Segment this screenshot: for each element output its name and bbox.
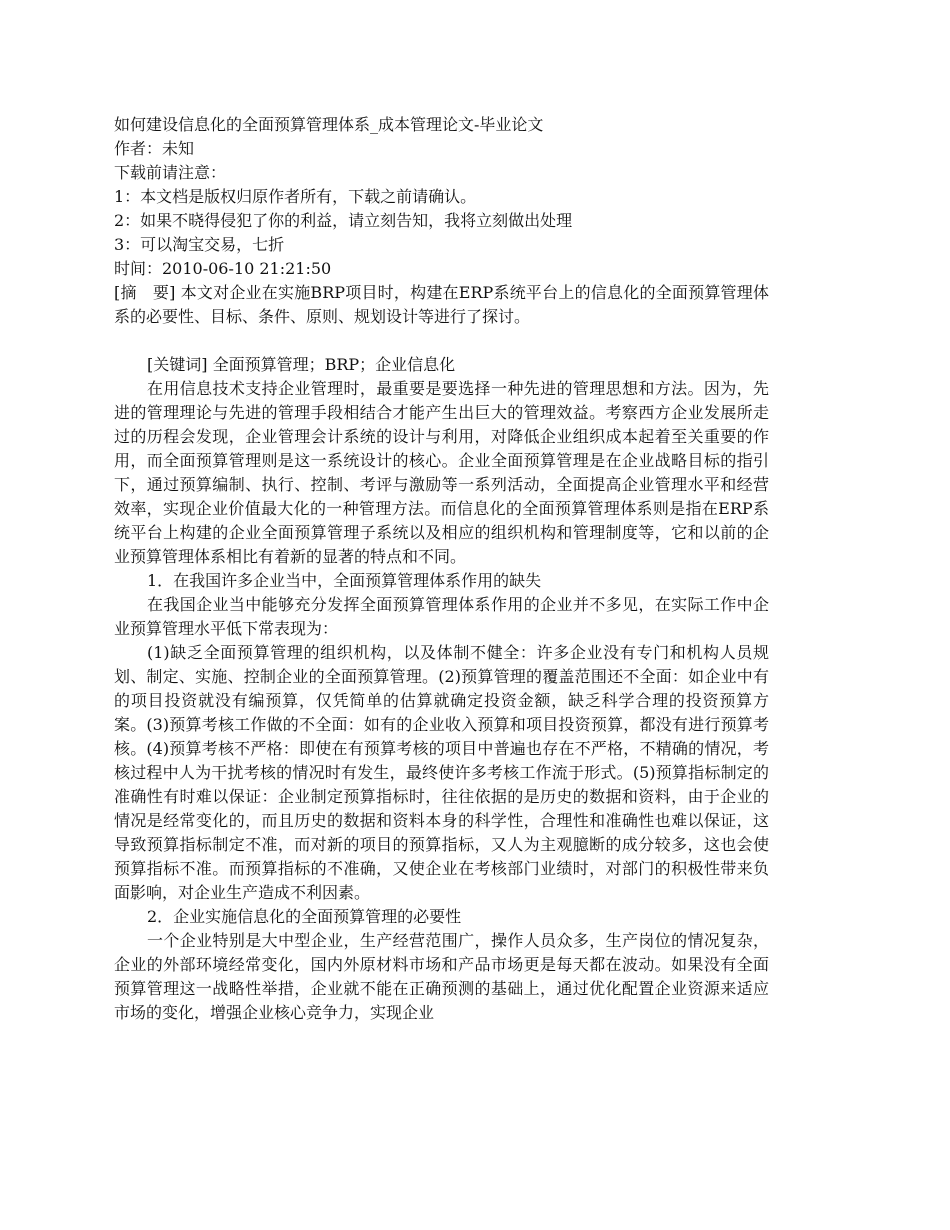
spacer: [114, 329, 769, 353]
body-paragraph: 在用信息技术支持企业管理时，最重要是要选择一种先进的管理思想和方法。因为，先进的管理理论与先进的管理手段相结合才能产生出巨大的管理效益。考察西方企业发展所走过的历程会发现，企业管理会计系统的设计与利用，对降低企业组织成本起着至关重要的作用，而全面预算管理则是这一系统设计的核心。企业全面预算管理是在企业战略目标的指引下，通过预算编制、执行、控制、考评与激励等一系列活动，全面提高企业管理水平和经营效率，实现企业价值最大化的一种管理方法。而信息化的全面预算管理体系则是指在ERP系统平台上构建的企业全面预算管理子系统以及相应的组织机构和管理制度等，它和以前的企业预算管理体系相比有着新的显著的特点和不同。: [114, 379, 769, 566]
notice-heading: 下载前请注意：: [114, 163, 227, 182]
abstract: [摘 要] 本文对企业在实施BRP项目时，构建在ERP系统平台上的信息化的全面预算管理体系的必要性、目标、条件、原则、规划设计等进行了探讨。: [114, 283, 769, 326]
doc-author: 作者：未知: [114, 139, 195, 158]
document-page: [114, 113, 769, 1025]
notice-item: 2：如果不晓得侵犯了你的利益，请立刻告知，我将立刻做出处理: [114, 211, 573, 230]
body-paragraph: (1)缺乏全面预算管理的组织机构，以及体制不健全：许多企业没有专门和机构人员规划、制定、实施、控制企业的全面预算管理。(2)预算管理的覆盖范围还不全面：如企业中有的项目投资就没有编预算，仅凭简单的估算就确定投资金额，缺乏科学合理的投资预算方案。(3)预算考核工作做的不全面：如有的企业收入预算和项目投资预算，都没有进行预算考核。(4)预算考核不严格：即使在有预算考核的项目中普遍也存在不严格，不精确的情况，考核过程中人为干扰考核的情况时有发生，最终使许多考核工作流于形式。(5)预算指标制定的准确性有时难以保证：企业制定预算指标时，往往依据的是历史的数据和资料，由于企业的情况是经常变化的，而且历史的数据和资料本身的科学性，合理性和准确性也难以保证，这导致预算指标制定不准，而对新的项目的预算指标，又人为主观臆断的成分较多，这也会使预算指标不准。而预算指标的不准确，又使企业在考核部门业绩时，对部门的积极性带来负面影响，对企业生产造成不利因素。: [114, 643, 769, 902]
notice-item: 3：可以淘宝交易，七折: [114, 235, 285, 254]
doc-title: 如何建设信息化的全面预算管理体系_成本管理论文-毕业论文: [114, 115, 544, 134]
notice-item: 1：本文档是版权归原作者所有，下载之前请确认。: [114, 187, 477, 206]
body-paragraph: 一个企业特别是大中型企业，生产经营范围广，操作人员众多，生产岗位的情况复杂，企业的外部环境经常变化，国内外原材料市场和产品市场更是每天都在波动。如果没有全面预算管理这一战略性举措，企业就不能在正确预测的基础上，通过优化配置企业资源来适应市场的变化，增强企业核心竞争力，实现企业: [114, 931, 769, 1022]
keywords: [关键词] 全面预算管理；BRP；企业信息化: [147, 355, 456, 374]
doc-time: 时间：2010-06-10 21:21:50: [114, 259, 332, 278]
section-heading: 1．在我国许多企业当中，全面预算管理体系作用的缺失: [147, 571, 542, 590]
body-paragraph: 在我国企业当中能够充分发挥全面预算管理体系作用的企业并不多见，在实际工作中企业预算管理水平低下常表现为：: [114, 595, 769, 638]
section-heading: 2．企业实施信息化的全面预算管理的必要性: [147, 907, 462, 926]
